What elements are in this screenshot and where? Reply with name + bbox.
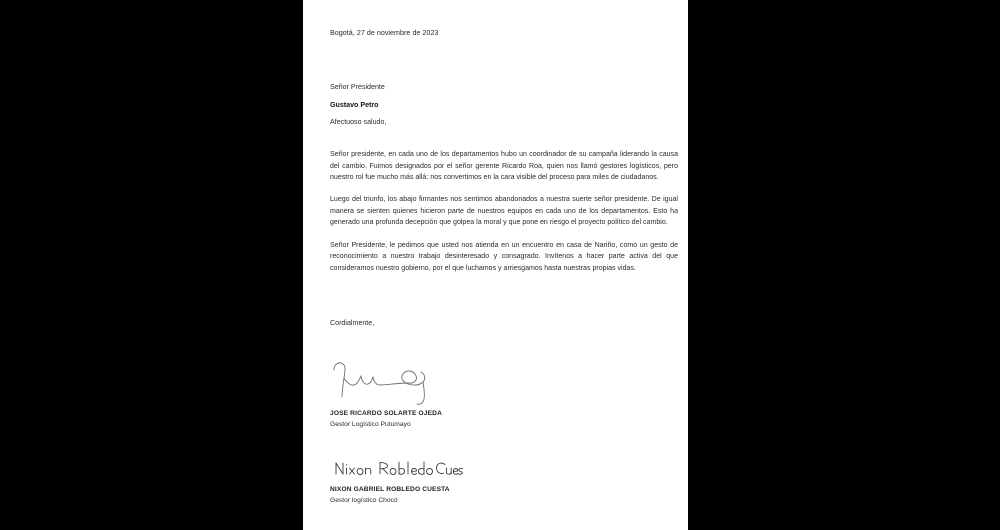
signatory-role: Gestor logístico Chocó xyxy=(330,496,398,504)
signature-block xyxy=(330,356,530,428)
body-paragraph: Señor presidente, en cada uno de los departamentos hubo un coordinador de su campaña liderando la causa del cambio. Fuimos designados por el señor gerente Ricardo Roa, quien nos llamó gestores logísticos, pero nuestro rol fue mucho más allá: nos convertimos en la cara visible del proceso para miles de ciudadanos. xyxy=(330,151,678,182)
letterbox-bar-left xyxy=(0,0,303,530)
addressee-block xyxy=(330,83,678,136)
document-page xyxy=(303,0,688,530)
handwritten-signature-icon xyxy=(330,356,440,408)
date-line: Bogotá, 27 de noviembre de 2023 xyxy=(330,29,439,37)
addressee-title: Señor Presidente xyxy=(330,83,385,91)
letterbox-bar-right xyxy=(688,0,1000,530)
signatory-name: NIXON GABRIEL ROBLEDO CUESTA xyxy=(330,486,450,493)
closing-line: Cordialmente, xyxy=(330,319,375,327)
addressee-name: Gustavo Petro xyxy=(330,100,379,109)
greeting-line: Afectuoso saludo, xyxy=(330,118,387,126)
letter-body xyxy=(330,149,678,274)
body-paragraph: Señor Presidente, le pedimos que usted nos atienda en un encuentro en casa de Nariño, como un gesto de reconocimiento a nuestro trabajo desinteresado y consagrado. Invítenos a hacer parte activa del que consideramos nuestro gobierno, por el que luchamos y arriesgamos hasta nuestras propias vidas. xyxy=(330,241,678,272)
signatory-name: JOSE RICARDO SOLARTE OJEDA xyxy=(330,410,442,417)
body-paragraph: Luego del triunfo, los abajo firmantes nos sentimos abandonados a nuestra suerte señor presidente. De igual manera se sienten quienes hicieron parte de nuestros equipos en cada uno de los departamentos. Esto ha generado una profunda decepción que golpea la moral y que pone en riesgo el proyecto político del cambio. xyxy=(330,196,678,227)
signature-block xyxy=(330,457,550,504)
signatory-role: Gestor Logístico Putumayo xyxy=(330,420,411,428)
handwritten-signature-icon xyxy=(333,457,463,483)
